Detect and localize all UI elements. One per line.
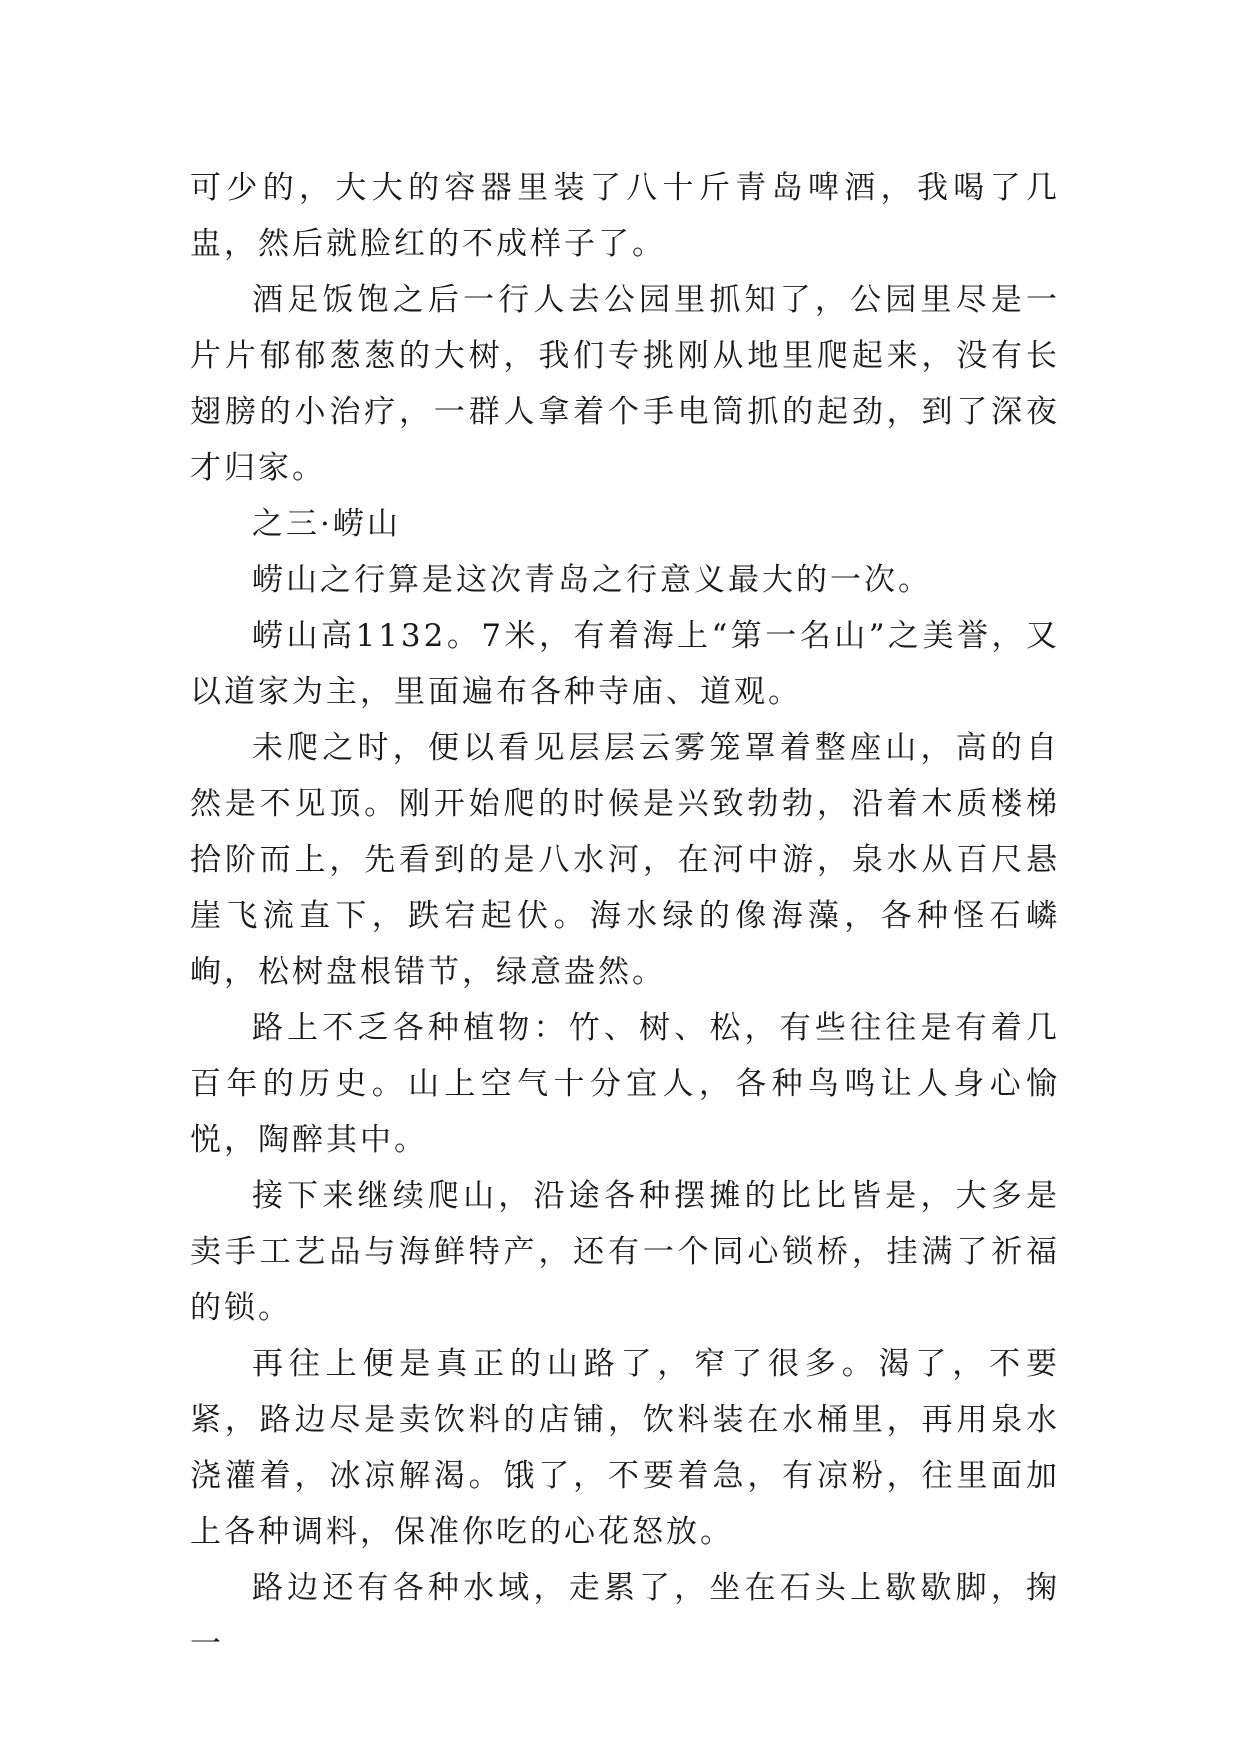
paragraph: 未爬之时，便以看见层层云雾笼罩着整座山，高的自然是不见顶。刚开始爬的时候是兴致勃勃，沿着木质楼梯拾阶而上，先看到的是八水河，在河中游，泉水从百尺悬崖飞流直下，跌宕起伏。海水绿的像海藻，各种怪石嶙峋，松树盘根错节，绿意盎然。 [190, 730, 1060, 990]
paragraph: 酒足饭饱之后一行人去公园里抓知了，公园里尽是一片片郁郁葱葱的大树，我们专挑刚从地里爬起来，没有长翅膀的小治疗，一群人拿着个手电筒抓的起劲，到了深夜才归家。 [190, 282, 1060, 486]
paragraph: 接下来继续爬山，沿途各种摆摊的比比皆是，大多是卖手工艺品与海鲜特产，还有一个同心锁桥，挂满了祈福的锁。 [190, 1178, 1060, 1326]
paragraph: 再往上便是真正的山路了，窄了很多。渴了，不要紧，路边尽是卖饮料的店铺，饮料装在水桶里，再用泉水浇灌着，冰凉解渴。饿了，不要着急，有凉粉，往里面加上各种调料，保准你吃的心花怒放。 [190, 1346, 1060, 1550]
section-heading: 之三·崂山 [252, 506, 401, 542]
paragraph: 崂山高1132。7米，有着海上“第一名山”之美誉，又以道家为主，里面遍布各种寺庙、道观。 [190, 618, 1060, 710]
paragraph: 崂山之行算是这次青岛之行意义最大的一次。 [252, 562, 932, 598]
paragraph: 路边还有各种水域，走累了，坐在石头上歇歇脚，掬一 [190, 1570, 1060, 1662]
paragraph: 可少的，大大的容器里装了八十斤青岛啤酒，我喝了几盅，然后就脸红的不成样子了。 [190, 170, 1060, 262]
body-text [190, 160, 1060, 1672]
paragraph: 路上不乏各种植物：竹、树、松，有些往往是有着几百年的历史。山上空气十分宜人，各种鸟鸣让人身心愉悦，陶醉其中。 [190, 1010, 1060, 1158]
